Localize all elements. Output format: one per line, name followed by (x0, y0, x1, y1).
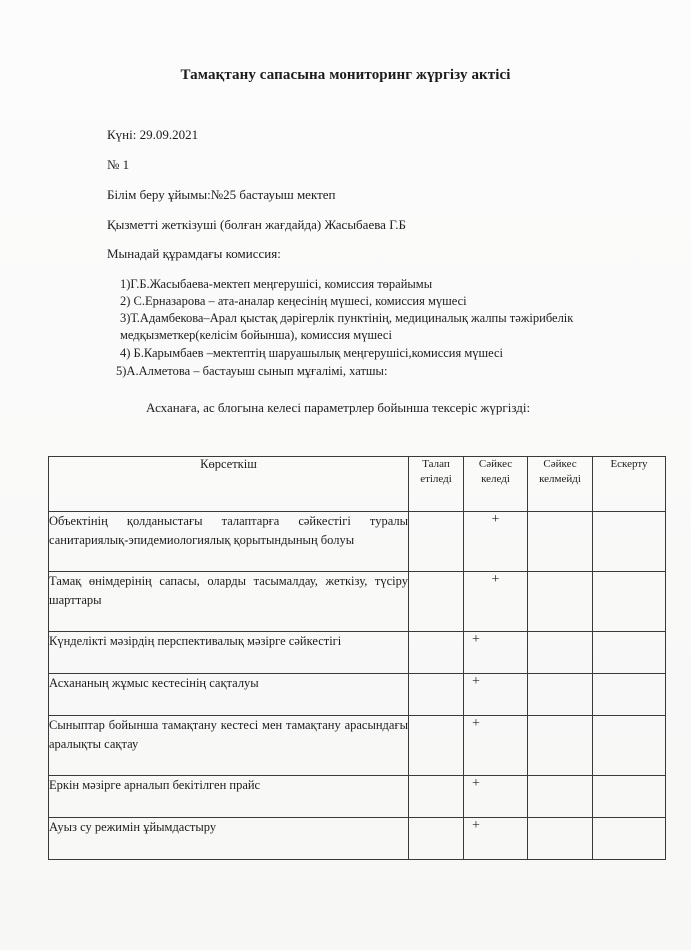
header-compliant (464, 457, 528, 512)
organization-line: Білім беру ұйымы:№25 бастауыш мектеп (107, 187, 336, 202)
table-row (49, 674, 666, 716)
indicator-cell: Сыныптар бойынша тамақтану кестесі мен тамақтану арасындағы аралықты сақтау (49, 716, 409, 776)
commission-member: 1)Г.Б.Жасыбаева-мектеп меңгерушісі, комиссия төрайымы (120, 277, 433, 291)
compliant-cell: + (464, 512, 528, 572)
noncompliant-cell (528, 818, 593, 860)
indicator-cell: Еркін мәзірге арналып бекітілген прайс (49, 776, 409, 818)
note-cell (593, 818, 666, 860)
noncompliant-cell (528, 716, 593, 776)
header-required-line1: Талап (422, 458, 450, 470)
table-row (49, 716, 666, 776)
header-compliant-line1: Сәйкес (478, 458, 513, 470)
noncompliant-cell (528, 512, 593, 572)
note-cell (593, 632, 666, 674)
required-cell (409, 572, 464, 632)
note-cell (593, 716, 666, 776)
noncompliant-cell (528, 632, 593, 674)
compliant-cell: + (464, 572, 528, 632)
commission-member: медқызметкер(келісім бойынша), комиссия мүшесі (120, 328, 392, 342)
inspection-line: Асханаға, ас блогына келесі параметрлер бойынша тексеріс жүргізді: (146, 400, 531, 415)
table-row (49, 512, 666, 572)
table-row (49, 632, 666, 674)
table-row (49, 572, 666, 632)
note-cell (593, 674, 666, 716)
table-row (49, 818, 666, 860)
indicator-cell: Объектінің қолданыстағы талаптарға сәйкестігі туралы санитариялық-эпидемиологиялық қорытындының болуы (49, 512, 409, 572)
number-line: № 1 (107, 157, 130, 172)
indicator-cell: Күнделікті мәзірдің перспективалық мәзірге сәйкестігі (49, 632, 409, 674)
compliant-cell: + (464, 818, 528, 860)
header-required (409, 457, 464, 512)
monitoring-table (48, 456, 666, 860)
supplier-line: Қызметті жеткізуші (болған жағдайда) Жасыбаева Г.Б (107, 217, 406, 232)
commission-intro: Мынадай құрамдағы комиссия: (107, 246, 281, 261)
compliant-cell: + (464, 776, 528, 818)
header-required-line2: етіледі (420, 473, 452, 485)
note-cell (593, 572, 666, 632)
header-note: Ескерту (593, 457, 666, 512)
header-compliant-line2: келеді (481, 473, 510, 485)
indicator-cell: Ауыз су режимін ұйымдастыру (49, 818, 409, 860)
required-cell (409, 716, 464, 776)
required-cell (409, 512, 464, 572)
document-title: Тамақтану сапасына мониторинг жүргізу актісі (180, 67, 511, 83)
required-cell (409, 818, 464, 860)
commission-member: 3)Т.Адамбекова–Арал қыстақ дәрігерлік пунктінің, медициналық жалпы тәжірибелік (120, 311, 574, 325)
header-indicator: Көрсеткіш (49, 457, 409, 512)
header-noncompliant (528, 457, 593, 512)
indicator-cell: Асхананың жұмыс кестесінің сақталуы (49, 674, 409, 716)
compliant-cell: + (464, 632, 528, 674)
table-header-row (49, 457, 666, 512)
required-cell (409, 776, 464, 818)
table-row (49, 776, 666, 818)
compliant-cell: + (464, 674, 528, 716)
commission-member: 5)А.Алметова – бастауыш сынып мұғалімі, хатшы: (116, 364, 388, 378)
noncompliant-cell (528, 674, 593, 716)
note-cell (593, 512, 666, 572)
header-noncompliant-line2: келмейді (539, 473, 581, 485)
commission-member: 4) Б.Карымбаев –мектептің шаруашылық меңгерушісі,комиссия мүшесі (120, 346, 504, 360)
commission-member: 2) С.Ерназарова – ата-аналар кеңесінің мүшесі, комиссия мүшесі (120, 294, 467, 308)
date-line: Күні: 29.09.2021 (107, 127, 199, 142)
note-cell (593, 776, 666, 818)
noncompliant-cell (528, 776, 593, 818)
noncompliant-cell (528, 572, 593, 632)
required-cell (409, 632, 464, 674)
required-cell (409, 674, 464, 716)
compliant-cell: + (464, 716, 528, 776)
header-noncompliant-line1: Сәйкес (543, 458, 577, 470)
indicator-cell: Тамақ өнімдерінің сапасы, оларды тасымалдау, жеткізу, түсіру шарттары (49, 572, 409, 632)
